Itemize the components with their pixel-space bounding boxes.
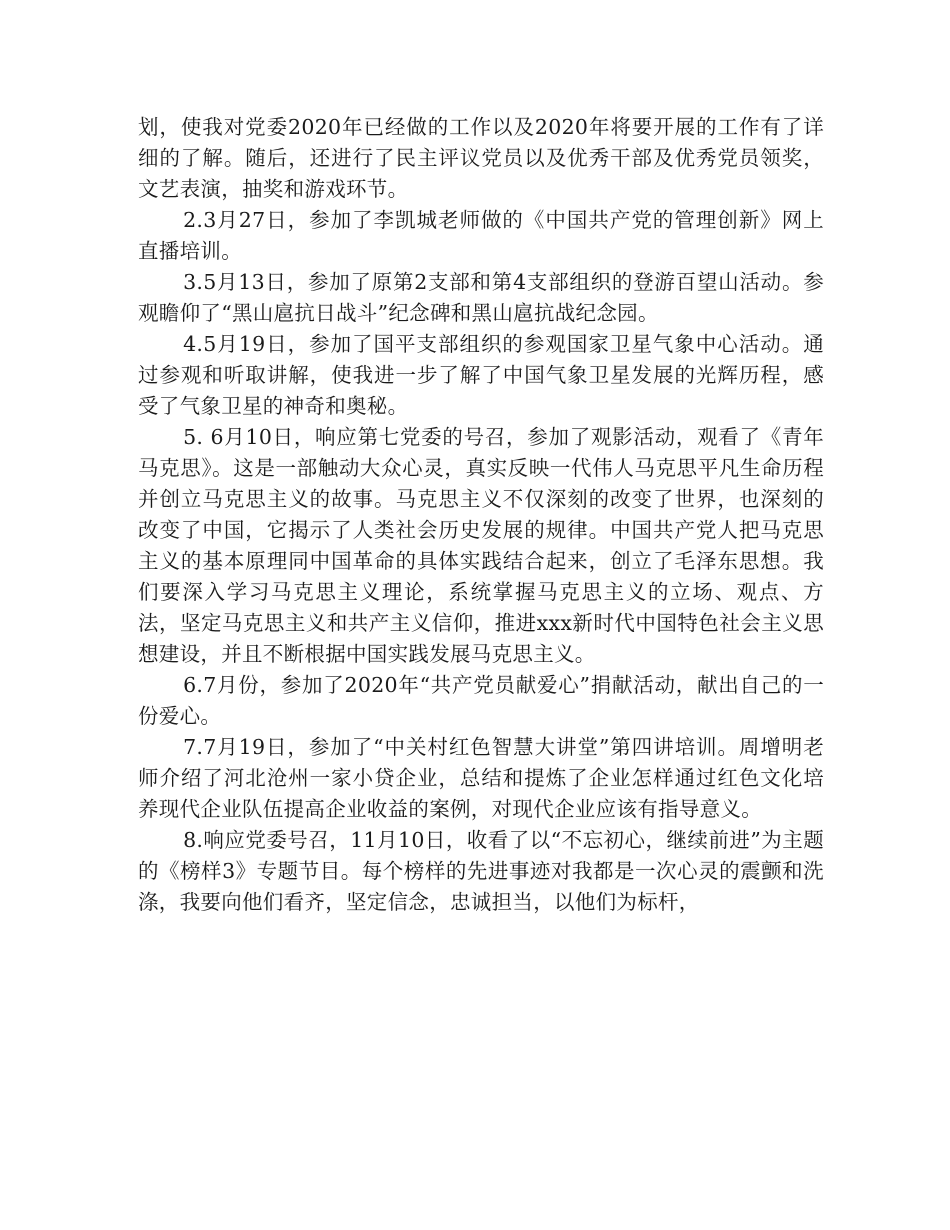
paragraph-item-6: 6.7月份，参加了2020年“共产党员献爱心”捐献活动，献出自己的一份爱心。 [138,673,824,728]
paragraph-item-7: 7.7月19日，参加了“中关村红色智慧大讲堂”第四讲培训。周增明老师介绍了河北沧州一家小贷企业，总结和提炼了企业怎样通过红色文化培养现代企业队伍提高企业收益的案例，对现代企业应该有指导意义。 [138,735,824,821]
paragraph-item-4: 4.5月19日，参加了国平支部组织的参观国家卫星气象中心活动。通过参观和听取讲解，使我进一步了解了中国气象卫星发展的光辉历程，感受了气象卫星的神奇和奥秘。 [138,332,824,418]
paragraph-item-8: 8.响应党委号召，11月10日，收看了以“不忘初心，继续前进”为主题的《榜样3》专题节目。每个榜样的先进事迹对我都是一次心灵的震颤和洗涤，我要向他们看齐，坚定信念，忠诚担当，以他们为标杆， [138,828,824,914]
paragraph-item-3: 3.5月13日，参加了原第2支部和第4支部组织的登游百望山活动。参观瞻仰了“黑山扈抗日战斗”纪念碑和黑山扈抗战纪念园。 [138,270,824,325]
paragraph-item-2: 2.3月27日，参加了李凯城老师做的《中国共产党的管理创新》网上直播培训。 [138,208,824,263]
paragraph-item-5: 5. 6月10日，响应第七党委的号召，参加了观影活动，观看了《青年马克思》。这是一部触动大众心灵，真实反映一代伟人马克思平凡生命历程并创立马克思主义的故事。马克思主义不仅深刻的改变了世界，也深刻的改变了中国，它揭示了人类社会历史发展的规律。中国共产党人把马克思主义的基本原理同中国革命的具体实践结合起来，创立了毛泽东思想。我们要深入学习马克思主义理论，系统掌握马克思主义的立场、观点、方法，坚定马克思主义和共产主义信仰，推进xxx新时代中国特色社会主义思想建设，并且不断根据中国实践发展马克思主义。 [138,425,824,666]
paragraph-continuation: 划，使我对党委2020年已经做的工作以及2020年将要开展的工作有了详细的了解。随后，还进行了民主评议党员以及优秀干部及优秀党员领奖，文艺表演，抽奖和游戏环节。 [138,115,824,201]
document-body [138,112,824,918]
